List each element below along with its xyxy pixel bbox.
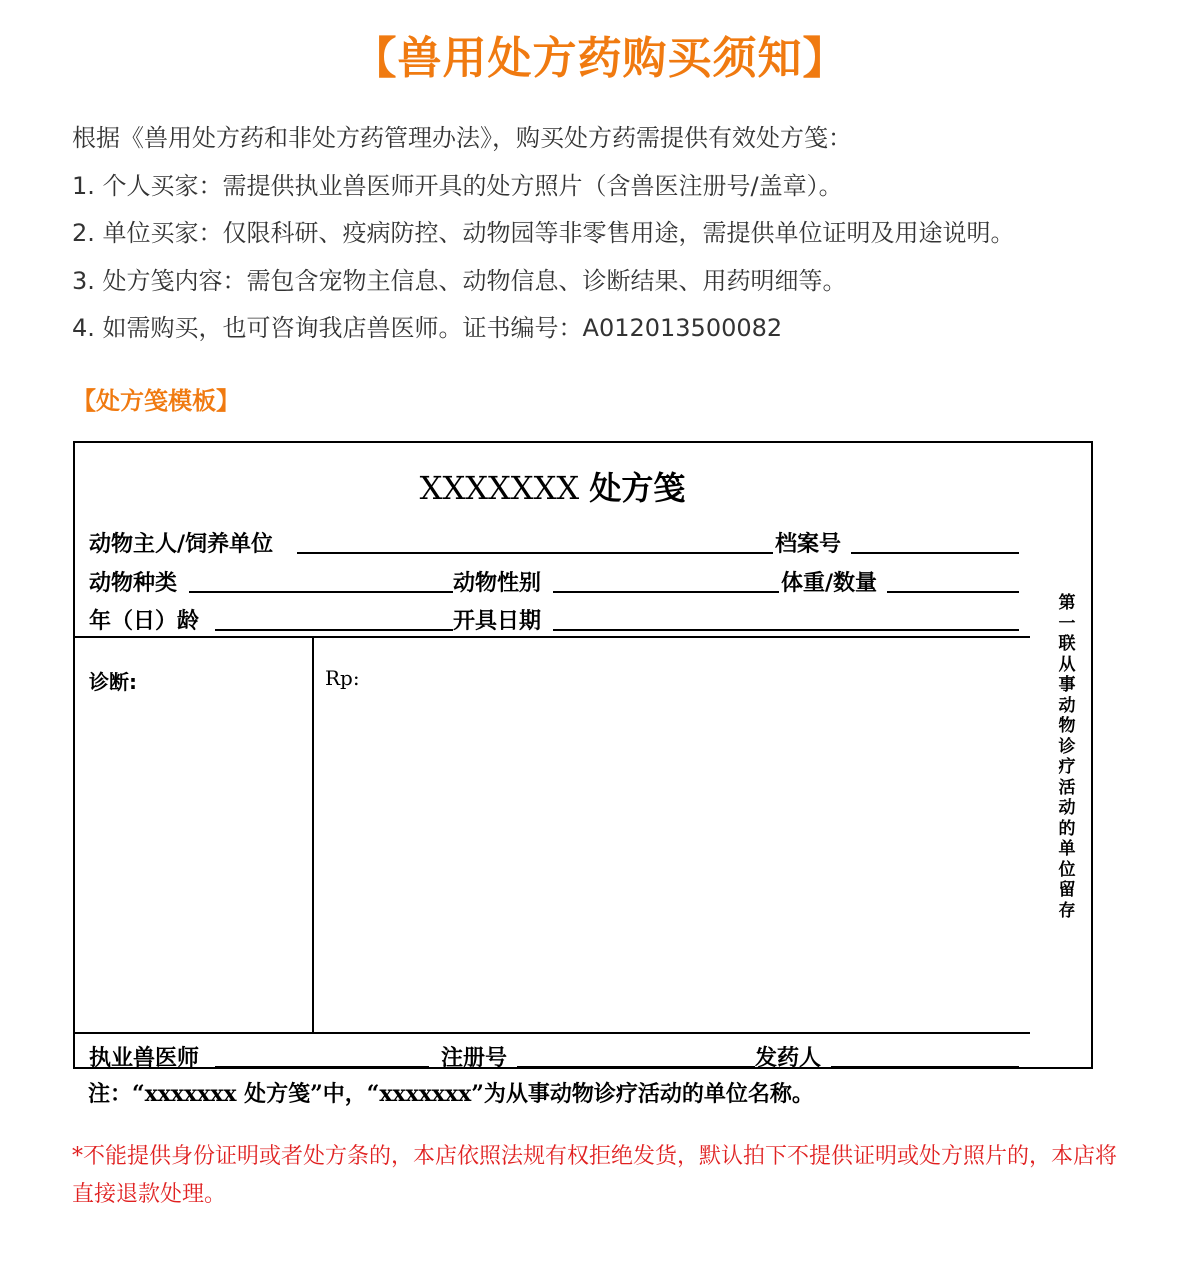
age-line	[215, 629, 453, 631]
content-top-rule	[75, 636, 1030, 638]
weight-label: 体重/数量	[781, 571, 878, 596]
diagnosis-label: 诊断:	[89, 670, 137, 694]
form-note: 注：“xxxxxxx 处方笺”中，“xxxxxxx”为从事动物诊疗活动的单位名称。	[88, 1081, 814, 1107]
intro-line: 2. 单位买家：仅限科研、疫病防控、动物园等非零售用途，需提供单位证明及用途说明。	[72, 219, 1015, 247]
reg-no-line	[517, 1066, 755, 1068]
date-label: 开具日期	[453, 609, 542, 634]
prescription-form	[73, 441, 1093, 1069]
template-section-title: 【处方笺模板】	[72, 387, 240, 415]
warning-text: *不能提供身份证明或者处方条的，本店依照法规有权拒绝发货，默认拍下不提供证明或处方照片的，本店将直接退款处理。	[72, 1144, 1118, 1207]
reg-no-label: 注册号	[441, 1046, 508, 1071]
species-label: 动物种类	[89, 571, 178, 596]
date-line	[553, 629, 1019, 631]
vet-line	[215, 1066, 429, 1068]
vet-label: 执业兽医师	[89, 1046, 200, 1071]
dispenser-line	[831, 1066, 1019, 1068]
intro-line: 1. 个人买家：需提供执业兽医师开具的处方照片（含兽医注册号/盖章）。	[72, 171, 843, 200]
weight-line	[887, 591, 1019, 593]
file-no-label: 档案号	[775, 532, 842, 557]
form-title-suffix: 处方笺	[589, 469, 686, 507]
intro-section	[72, 118, 1182, 356]
intro-line: 3. 处方笺内容：需包含宠物主信息、动物信息、诊断结果、用药明细等。	[72, 266, 847, 295]
form-title	[75, 463, 1030, 509]
age-label: 年（日）龄	[89, 609, 200, 634]
owner-line	[297, 552, 773, 554]
owner-label: 动物主人/饲养单位	[89, 532, 274, 557]
content-bottom-rule	[75, 1032, 1030, 1034]
intro-line: 4. 如需购买，也可咨询我店兽医师。证书编号：A012013500082	[72, 314, 783, 342]
content-divider	[312, 636, 314, 1032]
intro-line: 根据《兽用处方药和非处方药管理办法》，购买处方药需提供有效处方笺：	[72, 124, 852, 152]
sex-line	[553, 591, 779, 593]
form-title-prefix: XXXXXXX	[419, 469, 580, 507]
dispenser-label: 发药人	[755, 1046, 822, 1071]
species-line	[189, 591, 453, 593]
copy-note: 第一联 从事动物诊疗活动的单位留存	[1058, 593, 1076, 921]
sex-label: 动物性别	[453, 571, 542, 596]
page-title: 【兽用处方药购买须知】	[352, 33, 848, 84]
file-no-line	[851, 552, 1019, 554]
rp-label: Rp:	[325, 666, 360, 690]
